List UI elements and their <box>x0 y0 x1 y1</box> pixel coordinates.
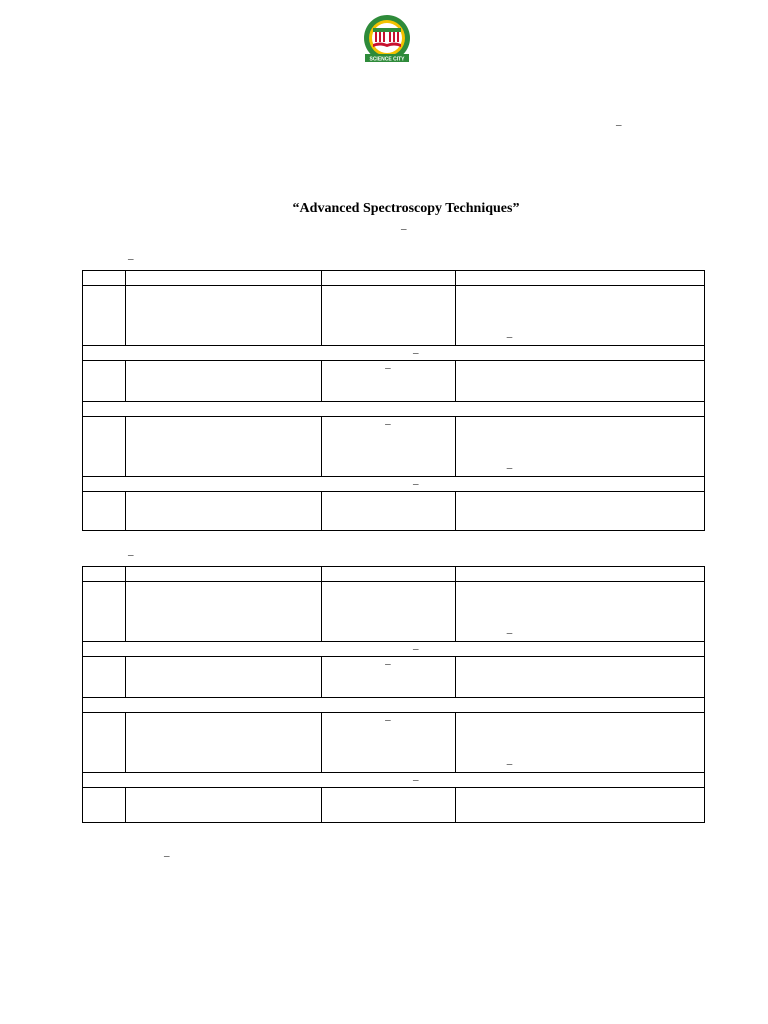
science-city-logo <box>359 14 415 66</box>
table-row <box>83 788 705 823</box>
logo-text: SCIENCE CITY <box>369 56 405 63</box>
table-row <box>83 417 705 477</box>
table-row <box>83 286 705 346</box>
header-cell-speaker <box>455 271 704 286</box>
day2-heading-dash: – <box>128 549 134 561</box>
time-dash: – <box>385 418 391 430</box>
speaker-dash: – <box>506 627 513 639</box>
speaker-dash: – <box>506 462 513 474</box>
table-header-row <box>83 271 705 286</box>
table-row <box>83 492 705 531</box>
header-cell-time <box>322 567 456 582</box>
header-cell-speaker <box>455 567 704 582</box>
break-dash: – <box>413 347 419 359</box>
schedule-table-day1 <box>82 270 705 531</box>
table-row <box>83 713 705 773</box>
time-dash: – <box>385 362 391 374</box>
header-cell-topic <box>126 271 322 286</box>
break-dash: – <box>413 478 419 490</box>
page-title: “Advanced Spectroscopy Techniques” <box>292 201 520 216</box>
speaker-dash: – <box>506 331 513 343</box>
header-dash: – <box>616 119 622 131</box>
break-row <box>83 477 705 492</box>
break-row <box>83 346 705 361</box>
title-dash: – <box>401 223 407 235</box>
header-cell-sno <box>83 271 126 286</box>
footer-dash: – <box>164 850 170 862</box>
break-row <box>83 773 705 788</box>
header-cell-sno <box>83 567 126 582</box>
header-cell-time <box>322 271 456 286</box>
header-cell-topic <box>126 567 322 582</box>
table-row <box>83 582 705 642</box>
break-row <box>83 698 705 713</box>
time-dash: – <box>385 658 391 670</box>
time-dash: – <box>385 714 391 726</box>
schedule-table-day2 <box>82 566 705 823</box>
break-dash: – <box>413 643 419 655</box>
break-dash: – <box>413 774 419 786</box>
break-row <box>83 402 705 417</box>
break-row <box>83 642 705 657</box>
table-header-row <box>83 567 705 582</box>
table-row <box>83 361 705 402</box>
speaker-dash: – <box>506 758 513 770</box>
table-row <box>83 657 705 698</box>
day1-heading-dash: – <box>128 253 134 265</box>
